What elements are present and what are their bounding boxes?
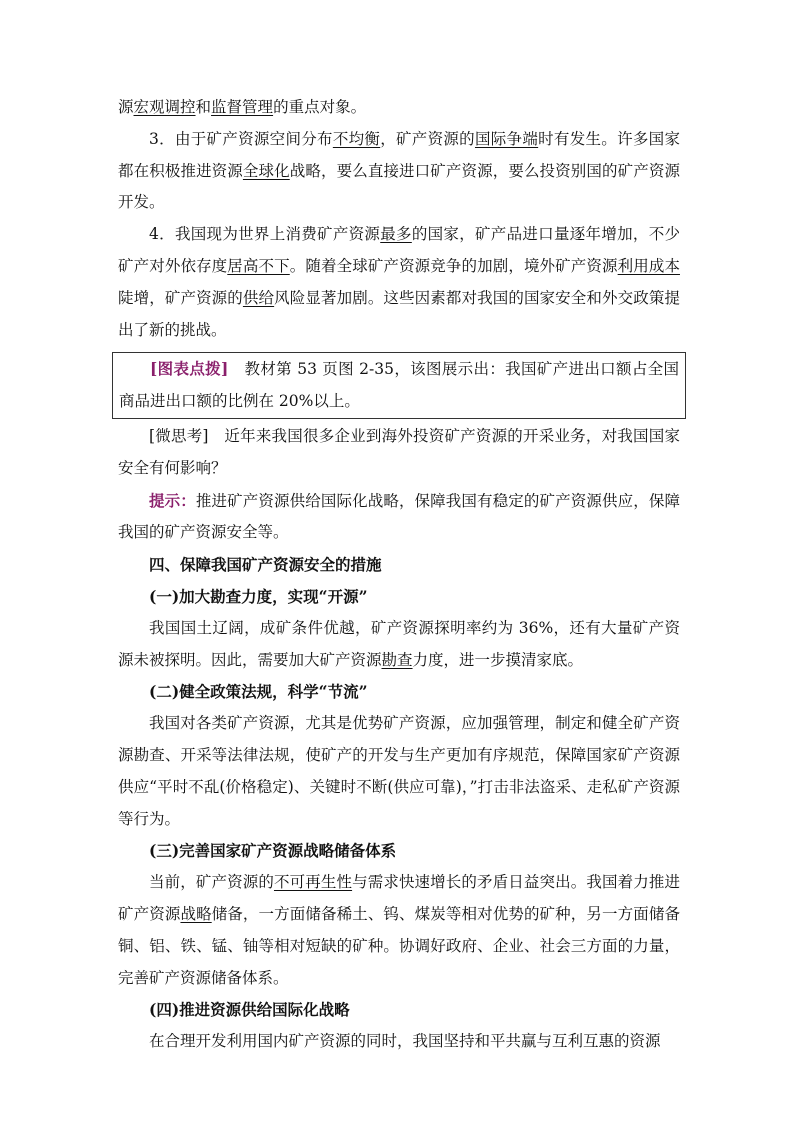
text: 我国国土辽阔，成矿条件优越，矿产资源探明率约为 36%，还有大量矿产资源未被探明。因此，需要加大矿产资源 <box>118 618 680 669</box>
subsection-heading-2: (二)健全政策法规，科学“节流” <box>149 682 368 702</box>
underlined-term: 战略 <box>180 904 212 923</box>
chart-tip-box <box>112 352 686 419</box>
think-tag: [微思考] <box>149 426 209 445</box>
text: 的国家，矿产品进口量逐年增加，不少矿产对外依存度 <box>118 225 680 275</box>
paragraph-continuation <box>118 92 680 124</box>
underlined-term: 不可再生性 <box>273 873 353 892</box>
underlined-term: 居高不下 <box>227 256 290 275</box>
subsection-body-1 <box>118 613 680 677</box>
underlined-term: 最多 <box>380 225 412 244</box>
text: ，矿产资源的 <box>380 129 475 148</box>
subsection-body-2: 我国对各类矿产资源，尤其是优势矿产资源，应加强管理，制定和健全矿产资源勘查、开采等法律法规，使矿产的开发与生产更加有序规范，保障国家矿产资源供应“平时不乱(价格稳定)、关键时不断(供应可靠)，”打击非法盗采、走私矿产资源等行为。 <box>118 714 680 828</box>
subsection-body-4: 在合理开发利用国内矿产资源的同时，我国坚持和平共赢与互利互惠的资源 <box>149 1032 661 1051</box>
text: 3．由于矿产资源空间分布 <box>149 129 333 148</box>
underlined-term: 国际争端 <box>474 129 539 148</box>
subsection-body-3 <box>118 867 680 994</box>
chart-tip-text: 教材第 53 页图 2-35，该图展示出：我国矿产进出口额占全国商品进出口额的比例在 20%以上。 <box>119 360 680 411</box>
text: 当前，矿产资源的 <box>149 873 274 892</box>
chart-tip-paragraph <box>119 353 679 418</box>
section-heading-4: 四、保障我国矿产资源安全的措施 <box>149 555 382 575</box>
text: 战略，要么直接进口矿产资源，要么投资别国的矿产资源开发。 <box>118 161 680 212</box>
text: 。随着全球矿产资源竞争的加剧，境外矿产资源 <box>289 256 618 275</box>
hint-tag: 提示： <box>149 490 196 510</box>
text: 的重点对象。 <box>273 98 367 116</box>
think-text: 近年来我国很多企业到海外投资矿产资源的开采业务，对我国国家安全有何影响？ <box>118 426 680 477</box>
text: 与需求快速增长的矛盾日益突出。我国着力推进矿产资源 <box>118 873 680 923</box>
text: 陡增，矿产资源的 <box>118 288 243 307</box>
hint-text: 推进矿产资源供给国际化战略，保障我国有稳定的矿产资源供应，保障我国的矿产资源安全等。 <box>118 491 680 542</box>
subsection-heading-1: (一)加大勘查力度，实现“开源” <box>149 586 368 606</box>
underlined-term: 全球化 <box>242 161 290 180</box>
underlined-term: 监督管理 <box>211 98 274 116</box>
text: 4．我国现为世界上消费矿产资源 <box>149 225 381 244</box>
hint-paragraph <box>118 485 680 550</box>
subsection-heading-3: (三)完善国家矿产资源战略储备体系 <box>149 841 397 861</box>
text: 力度，进一步摸清家底。 <box>412 650 584 669</box>
text: 时有发生。许多国家都在积极推进资源 <box>118 129 680 180</box>
underlined-term: 勘查 <box>381 650 413 669</box>
underlined-term: 宏观调控 <box>133 98 196 116</box>
text: 风险显著加剧。这些因素都对我国的国家安全和外交政策提出了新的挑战。 <box>118 288 680 339</box>
underlined-term: 供给 <box>242 288 275 307</box>
text: 储备，一方面储备稀土、钨、煤炭等相对优势的矿种，另一方面储备铜、铝、铁、锰、铀等相对短缺的矿种。协调好政府、企业、社会三方面的力量，完善矿产资源储备体系。 <box>118 904 680 987</box>
think-paragraph <box>118 421 680 485</box>
subsection-heading-4: (四)推进资源供给国际化战略 <box>149 1000 350 1020</box>
paragraph-point-3 <box>118 124 680 219</box>
document-page <box>118 92 680 1058</box>
underlined-term: 利用成本 <box>617 256 680 275</box>
chart-tip-tag: [图表点拨] <box>150 359 229 379</box>
underlined-term: 不均衡 <box>332 129 381 148</box>
text: 和 <box>195 98 212 116</box>
paragraph-point-4 <box>118 219 680 346</box>
text: 源 <box>118 98 134 116</box>
